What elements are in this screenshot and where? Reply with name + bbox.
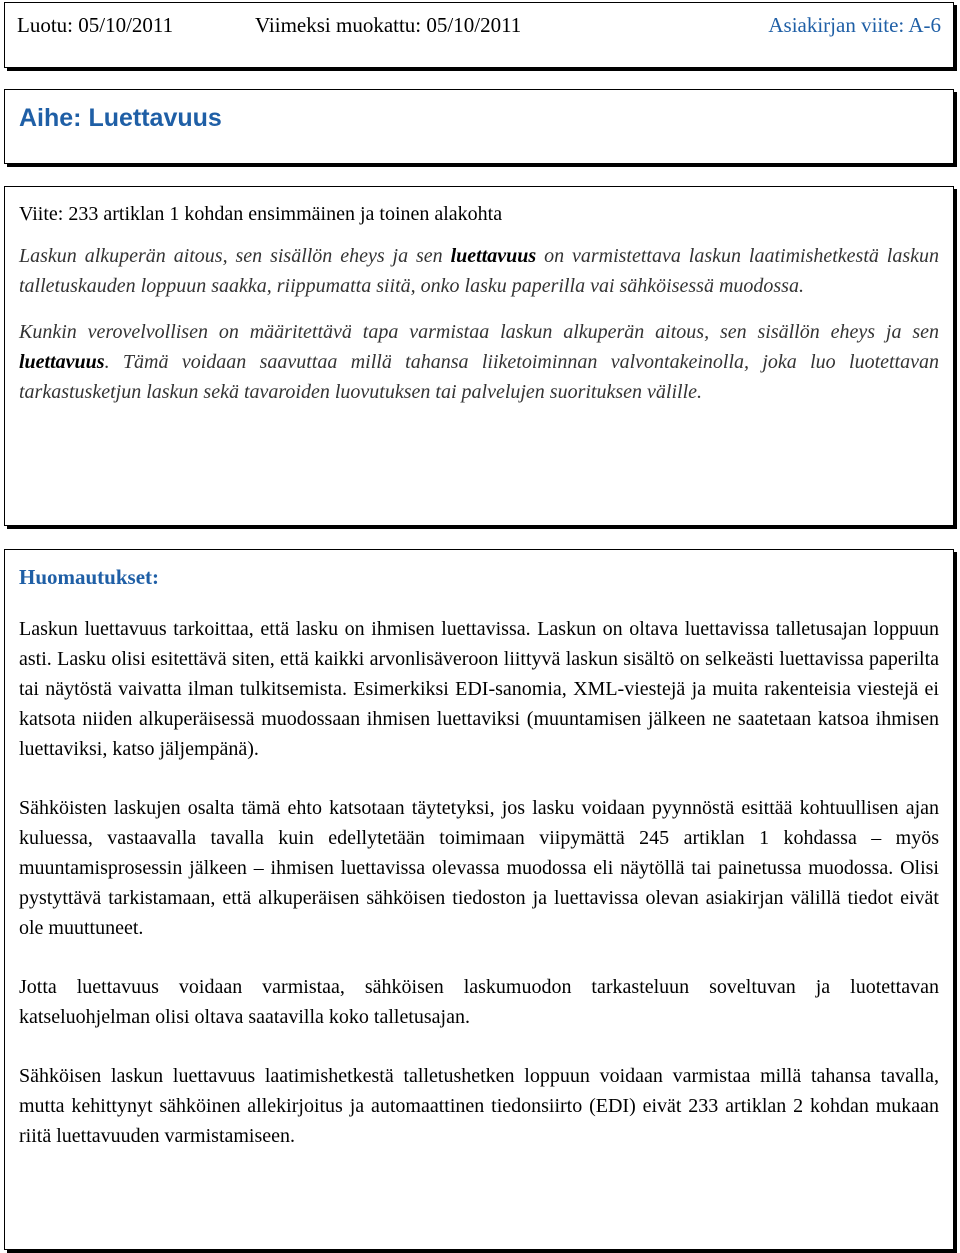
- legal-reference: Viite: 233 artiklan 1 kohdan ensimmäinen ja toinen alakohta: [19, 203, 503, 225]
- document-reference: Asiakirjan viite: A-6: [768, 13, 941, 37]
- subject-box: [4, 89, 954, 164]
- notes-paragraph: Sähköisten laskujen osalta tämä ehto katsotaan täytetyksi, jos lasku voidaan pyynnöstä esittää kohtuullisen ajan kuluessa, vastaavalla tavalla kuin edellytetään toimimaan viipymättä 245 artiklan 1 kohdassa – myös muuntamisprosessin jälkeen – ihmisen luettavissa olevassa muodossa eli näytöllä tai painetussa muodossa. Olisi pystyttävä tarkistamaan, että alkuperäisen sähköisen tiedoston ja luettavissa olevan asiakirjan välillä tiedot eivät ole muuttuneet.: [19, 797, 939, 939]
- legal-text-box: [4, 186, 954, 526]
- notes-paragraph: Jotta luettavuus voidaan varmistaa, sähköisen laskumuodon tarkasteluun soveltuvan ja luotettavan katseluohjelman olisi oltava saatavilla koko talletusajan.: [19, 976, 939, 1028]
- notes-box: [4, 549, 954, 1250]
- document-header: [4, 2, 954, 68]
- notes-heading: Huomautukset:: [19, 565, 160, 589]
- notes-paragraph: Laskun luettavuus tarkoittaa, että lasku on ihmisen luettavissa. Laskun on oltava luettavissa talletusajan loppuun asti. Lasku olisi esitettävä siten, että kaikki arvonlisäveroon liittyvä laskun sisältö on selkeästi luettavissa paperilta tai näytöstä vaivatta ilman tulkitsemista. Esimerkiksi EDI-sanomia, XML-viestejä ja muita rakenteisia viestejä ei katsota niiden alkuperäisessä muodossaan ihmisen luettaviksi (muuntamisen jälkeen ne saatetaan katsoa ihmisen luettaviksi, katso jäljempänä).: [19, 618, 939, 760]
- modified-date: Viimeksi muokattu: 05/10/2011: [255, 13, 522, 37]
- legal-paragraph-2: Kunkin verovelvollisen on määritettävä tapa varmistaa laskun alkuperän aitous, sen sisällön eheys ja sen luettavuus. Tämä voidaan saavuttaa millä tahansa liiketoiminnan valvontakeinolla, joka luo luotettavan tarkastusketjun laskun sekä tavaroiden luovutuksen tai palvelujen suorituksen välille.: [19, 321, 939, 403]
- luettavuus-emphasis: luettavuus: [19, 351, 105, 373]
- subject-title: Aihe: Luettavuus: [19, 104, 222, 132]
- created-date: Luotu: 05/10/2011: [17, 13, 174, 37]
- legal-paragraph-1: Laskun alkuperän aitous, sen sisällön eheys ja sen luettavuus on varmistettava laskun laatimishetkestä laskun talletuskauden loppuun saakka, riippumatta siitä, onko lasku paperilla vai sähköisessä muodossa.: [19, 245, 940, 297]
- notes-paragraph: Sähköisen laskun luettavuus laatimishetkestä talletushetken loppuun voidaan varmistaa millä tahansa tavalla, mutta kehittynyt sähköinen allekirjoitus ja automaattinen tiedonsiirto (EDI) eivät 233 artiklan 2 kohdan mukaan riitä luettavuuden varmistamiseen.: [19, 1065, 939, 1147]
- luettavuus-emphasis: luettavuus: [450, 245, 537, 267]
